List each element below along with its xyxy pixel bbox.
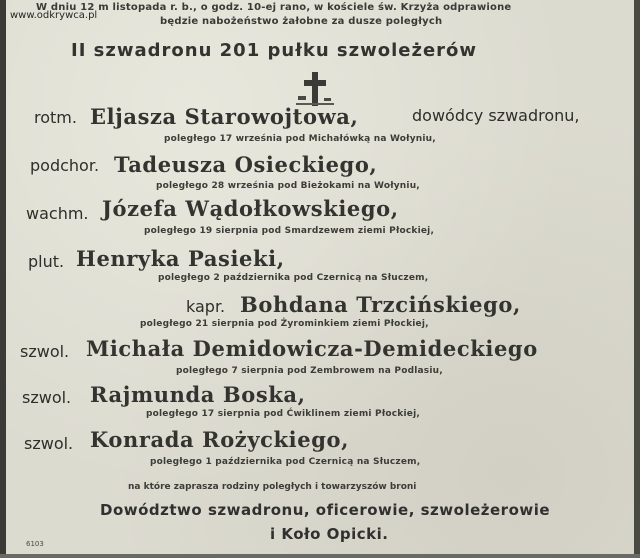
signature-line-2: i Koło Opicki. [270, 525, 389, 543]
fallen-rank: wachm. [26, 204, 89, 223]
fallen-rank: szwol. [20, 342, 70, 361]
watermark: www.odkrywca.pl [10, 10, 98, 21]
fallen-name: Rajmunda Boska, [90, 382, 306, 407]
fallen-rank: szwol. [22, 388, 72, 407]
fallen-name: Eljasza Starowojtowa, [90, 104, 359, 129]
fallen-rank: podchor. [30, 156, 100, 175]
fallen-name: Michała Demidowicza-Demideckiego [86, 336, 538, 361]
fallen-name: Konrada Rożyckiego, [90, 427, 350, 452]
fallen-detail: poległego 17 września pod Michałówką na Wołyniu, [164, 134, 436, 144]
fallen-detail: poległego 28 września pod Bieżokami na Wołyniu, [156, 181, 420, 191]
announcement-note-line-2: będzie nabożeństwo żałobne za dusze poległych [160, 16, 443, 27]
invitation-line: na które zaprasza rodziny poległych i towarzyszów broni [128, 482, 417, 492]
fallen-name: Józefa Wądołkowskiego, [102, 196, 399, 221]
fallen-detail: poległego 7 sierpnia pod Zembrowem na Podlasiu, [176, 366, 443, 376]
fallen-detail: poległego 1 października pod Czernicą na Słuczem, [150, 457, 421, 467]
fallen-detail: poległego 21 sierpnia pod Żyrominkiem ziemi Płockiej, [140, 319, 429, 329]
fallen-rank: plut. [28, 252, 65, 271]
fallen-role: dowódcy szwadronu, [412, 106, 580, 125]
scan-edge-left [0, 0, 6, 558]
fallen-name: Tadeusza Osieckiego, [114, 152, 378, 177]
fallen-name: Bohdana Trzcińskiego, [240, 292, 521, 317]
signature-line-1: Dowództwo szwadronu, oficerowie, szwoleżerowie [100, 501, 551, 519]
scan-edge-right [634, 0, 640, 558]
fallen-rank: kapr. [186, 297, 226, 316]
fallen-name: Henryka Pasieki, [76, 246, 285, 271]
scan-edge-bottom [0, 554, 640, 558]
fallen-detail: poległego 19 sierpnia pod Smardzewem ziemi Płockiej, [144, 226, 435, 236]
fallen-rank: szwol. [24, 434, 74, 453]
announcement-note-line-1: W dniu 12 m listopada r. b., o godz. 10-ej rano, w kościele św. Krzyża odprawione [36, 2, 512, 13]
unit-title: II szwadronu 201 pułku szwoleżerów [71, 40, 478, 61]
print-code: 6103 [26, 540, 44, 548]
fallen-detail: poległego 2 października pod Czernicą na Słuczem, [158, 273, 429, 283]
fallen-rank: rotm. [34, 108, 77, 127]
fallen-detail: poległego 17 sierpnia pod Ćwiklinem ziemi Płockiej, [146, 409, 420, 419]
